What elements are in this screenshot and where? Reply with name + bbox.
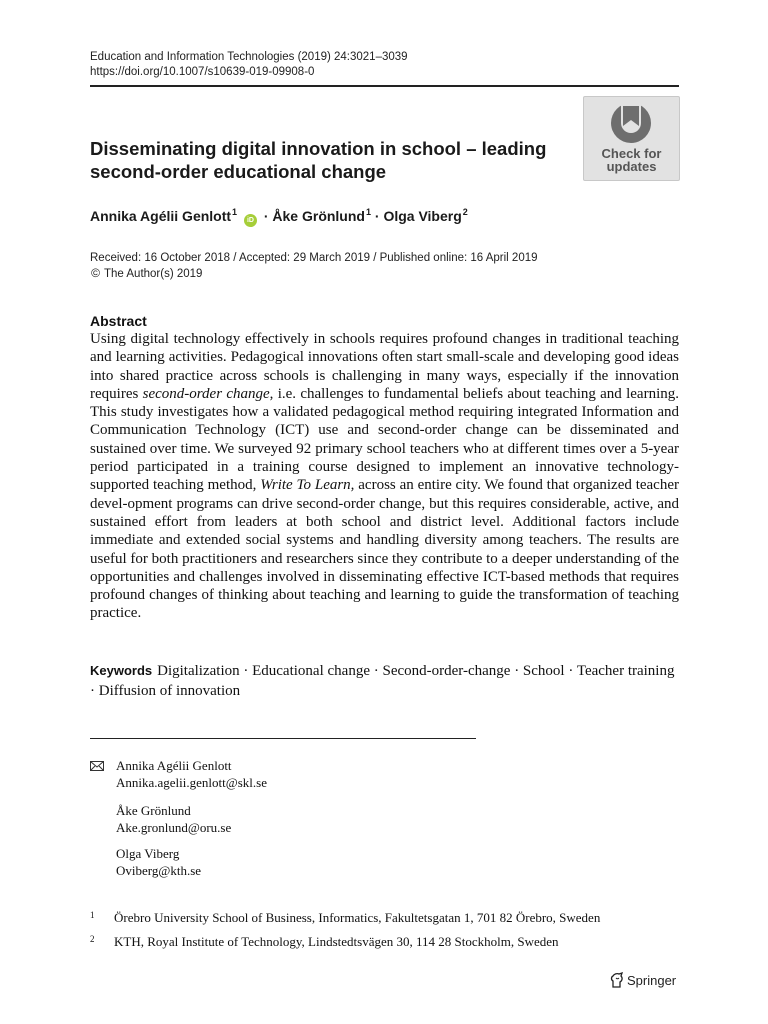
abstract-body bbox=[90, 330, 679, 623]
keywords-label: Keywords bbox=[90, 663, 153, 678]
title-line-1: Disseminating digital innovation in school – leading bbox=[90, 138, 547, 159]
badge-line-1: Check for bbox=[601, 146, 662, 161]
contact-entry bbox=[116, 846, 416, 879]
contact-entry bbox=[116, 758, 416, 791]
author-name[interactable]: Åke Grönlund bbox=[272, 208, 365, 224]
author-name[interactable]: Olga Viberg bbox=[383, 208, 462, 224]
crossmark-icon bbox=[606, 100, 656, 146]
abstract-text: , i.e. challenges to fundamental beliefs about teaching and learning. This study investigates how a validated pedagogical method requiring integrated Information and Communication Technology (ICT) use and second-order change can be disseminated and sustained over time. We surveyed 92 primary school teachers who at different times over a 5-year period participated in a training course designed to implement an innovative technology-supported teaching method, bbox=[90, 385, 680, 494]
copyright-text: The Author(s) 2019 bbox=[104, 268, 203, 280]
author-affiliation-ref: 1 bbox=[365, 207, 371, 217]
abstract-text: Using digital technology effectively in schools requires profound changes in traditional teaching and learning activities. Pedagogical innovations often start small-scale and developing good ideas into shared practice across schools is challenging in many ways, especially if the innovation requires bbox=[90, 331, 679, 402]
author-list bbox=[90, 207, 468, 227]
contact-email[interactable]: Ake.gronlund@oru.se bbox=[116, 819, 232, 835]
contact-name: Annika Agélii Genlott bbox=[116, 758, 232, 773]
publisher-name: Springer bbox=[627, 973, 677, 988]
abstract-emphasis: second-order change bbox=[142, 385, 270, 402]
author-affiliation-ref: 2 bbox=[462, 207, 468, 217]
affiliation bbox=[90, 934, 559, 950]
contact-name: Åke Grönlund bbox=[116, 803, 191, 818]
orcid-icon[interactable]: iD bbox=[244, 214, 257, 227]
affiliation-number: 1 bbox=[90, 910, 95, 920]
footnote-rule bbox=[90, 738, 476, 739]
affiliation-text: Örebro University School of Business, Informatics, Fakultetsgatan 1, 701 82 Örebro, Sweden bbox=[114, 910, 601, 925]
contact-email[interactable]: Annika.agelii.genlott@skl.se bbox=[116, 774, 267, 790]
contact-entry bbox=[116, 803, 416, 836]
affiliation-text: KTH, Royal Institute of Technology, Lindstedtsvägen 30, 114 28 Stockholm, Sweden bbox=[114, 934, 559, 949]
keywords-list: Digitalization · Educational change · Second-order-change · School · Teacher training · Diffusion of innovation bbox=[90, 663, 675, 699]
author-affiliation-ref: 1 bbox=[232, 207, 238, 217]
title-line-2: second-order educational change bbox=[90, 161, 387, 182]
badge-line-2: updates bbox=[606, 159, 657, 174]
journal-citation: Education and Information Technologies (2019) 24:3021–3039 bbox=[90, 51, 408, 63]
check-for-updates-badge[interactable] bbox=[583, 96, 680, 181]
contact-name: Olga Viberg bbox=[116, 846, 180, 861]
dates-line: Received: 16 October 2018 / Accepted: 29 March 2019 / Published online: 16 April 2019 bbox=[90, 252, 538, 264]
header-rule bbox=[90, 85, 679, 87]
keywords bbox=[90, 661, 679, 701]
affiliation bbox=[90, 910, 600, 926]
publisher-logo bbox=[610, 972, 676, 988]
article-title bbox=[90, 137, 570, 183]
abstract-text: across an entire city. We found that organized teacher devel-opment programs can drive second-order change, but this requires considerable, active, and sustained effort from leaders at both school and district level. Additional factors include immediate and extended social systems and handling diversity among teachers. The results are useful for both practitioners and researchers since they contribute to a deeper understanding of the opportunities and challenges involved in disseminating effective ICT-based methods that requires profound changes of thinking about teaching and learning to guide the transformation of teaching practice. bbox=[90, 477, 679, 622]
author-separator: · bbox=[263, 208, 269, 224]
copyright-icon: © bbox=[91, 266, 100, 280]
affiliation-number: 2 bbox=[90, 934, 95, 944]
author-separator: · bbox=[374, 208, 380, 224]
author-name[interactable]: Annika Agélii Genlott bbox=[90, 208, 232, 224]
envelope-icon bbox=[90, 761, 104, 771]
springer-horse-icon bbox=[610, 972, 624, 988]
abstract-heading: Abstract bbox=[90, 313, 147, 329]
publication-dates bbox=[90, 251, 538, 282]
contact-email[interactable]: Oviberg@kth.se bbox=[116, 862, 202, 878]
doi-link[interactable]: https://doi.org/10.1007/s10639-019-09908-0 bbox=[90, 66, 315, 78]
abstract-emphasis: Write To Learn, bbox=[260, 477, 355, 494]
